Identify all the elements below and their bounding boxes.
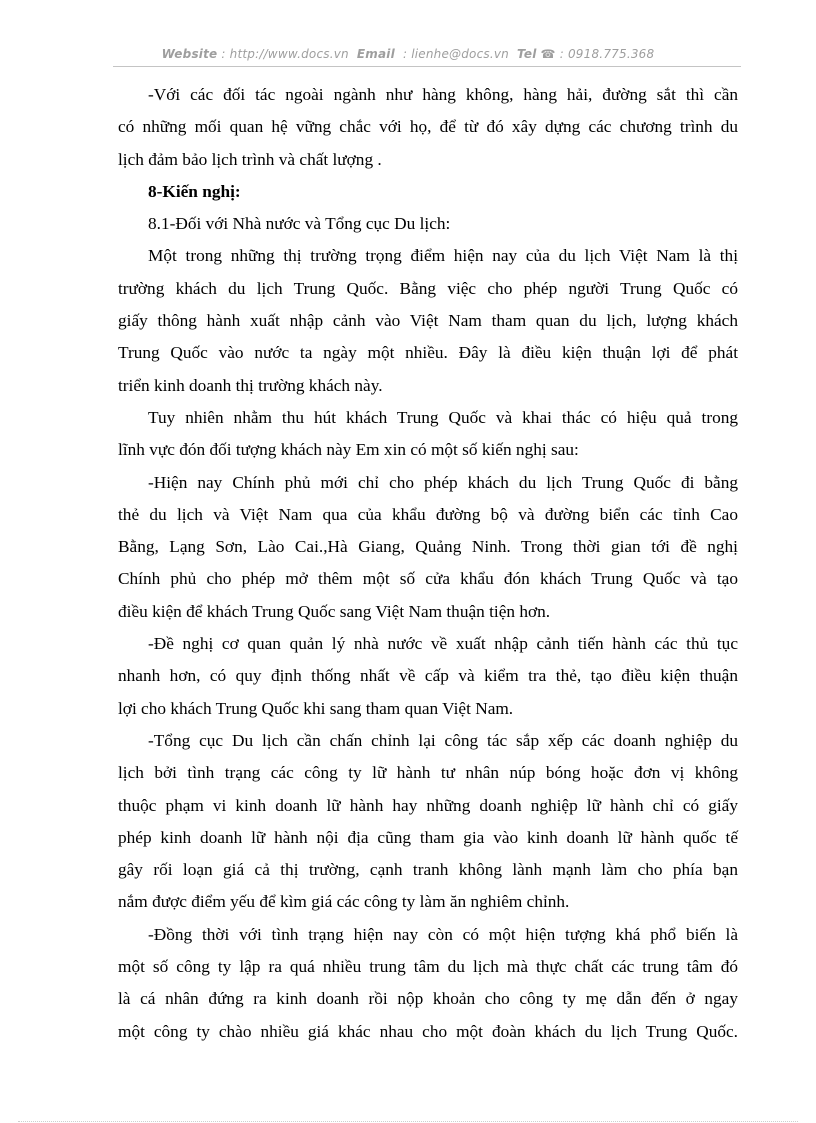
paragraph-line: lĩnh vực đón đối tượng khách này Em xin có một số kiến nghị sau: xyxy=(118,440,579,460)
phone-icon: ☎ xyxy=(540,47,556,61)
paragraph-line: -Đồng thời với tình trạng hiện nay còn có một hiện tượng khá phổ biến là xyxy=(148,924,738,944)
paragraph-line: lợi cho khách Trung Quốc khi sang tham quan Việt Nam. xyxy=(118,698,514,718)
tel-label: Tel xyxy=(517,47,537,61)
paragraph-line: là cá nhân đứng ra kinh doanh rồi nộp khoản cho công ty mẹ dẫn đến ở ngay xyxy=(118,989,738,1009)
website-label: Website xyxy=(161,47,218,61)
paragraph-line: lịch bởi tình trạng các công ty lữ hành tư nhân núp bóng hoặc đơn vị không xyxy=(118,763,738,783)
document-body xyxy=(118,79,738,1048)
paragraph-line: thẻ du lịch và Việt Nam qua của khẩu đường bộ và đường biển các tỉnh Cao xyxy=(118,504,738,524)
header-divider xyxy=(113,66,741,67)
paragraph-line: -Tổng cục Du lịch cần chấn chỉnh lại công tác sắp xếp các doanh nghiệp du xyxy=(148,730,738,750)
paragraph-line: Bằng, Lạng Sơn, Lào Cai.,Hà Giang, Quảng Ninh. Trong thời gian tới đề nghị xyxy=(118,537,738,557)
paragraph-line: nắm được điểm yếu để kìm giá các công ty làm ăn nghiêm chỉnh. xyxy=(118,892,570,912)
paragraph-line: trường khách du lịch Trung Quốc. Bằng việc cho phép người Trung Quốc có xyxy=(118,278,738,298)
paragraph-line: -Đề nghị cơ quan quản lý nhà nước về xuất nhập cảnh tiến hành các thủ tục xyxy=(148,634,738,654)
paragraph-line: Tuy nhiên nhằm thu hút khách Trung Quốc và khai thác có hiệu quả trong xyxy=(148,407,738,427)
section-heading: 8-Kiến nghị: xyxy=(148,181,241,201)
paragraph-line: có những mối quan hệ vững chắc với họ, để từ đó xây dựng các chương trình du xyxy=(118,117,738,137)
paragraph-line: một công ty chào nhiều giá khác nhau cho một đoàn khách du lịch Trung Quốc. xyxy=(118,1021,738,1041)
paragraph-line: gây rối loạn giá cả thị trường, cạnh tranh không lành mạnh làm cho phía bạn xyxy=(118,860,738,880)
paragraph-line: điều kiện để khách Trung Quốc sang Việt Nam thuận tiện hơn. xyxy=(118,601,551,621)
page-header xyxy=(0,47,816,61)
paragraph-line: -Với các đối tác ngoài ngành như hàng không, hàng hải, đường sắt thì cần xyxy=(148,85,738,104)
paragraph-line: Trung Quốc vào nước ta ngày một nhiều. Đây là điều kiện thuận lợi để phát xyxy=(118,343,738,363)
paragraph-line: Chính phủ cho phép mở thêm một số cửa khẩu đón khách Trung Quốc và tạo xyxy=(118,569,738,589)
paragraph-line: Một trong những thị trường trọng điểm hiện nay của du lịch Việt Nam là thị xyxy=(148,246,738,266)
footer-divider xyxy=(18,1121,798,1122)
paragraph-line: -Hiện nay Chính phủ mới chỉ cho phép khách du lịch Trung Quốc đi bằng xyxy=(148,472,738,492)
email-value: : lienhe@docs.vn xyxy=(402,47,509,61)
email-label: Email xyxy=(356,47,395,61)
tel-value: : 0918.775.368 xyxy=(559,47,655,61)
subsection-heading: 8.1-Đối với Nhà nước và Tổng cục Du lịch: xyxy=(148,214,451,234)
paragraph-line: triển kinh doanh thị trường khách này. xyxy=(118,375,383,395)
paragraph-line: một số công ty lập ra quá nhiều trung tâm du lịch mà thực chất các trung tâm đó xyxy=(118,957,738,977)
paragraph-line: giấy thông hành xuất nhập cảnh vào Việt Nam tham quan du lịch, lượng khách xyxy=(118,311,738,331)
website-value: : http://www.docs.vn xyxy=(221,47,349,61)
paragraph-line: thuộc phạm vi kinh doanh lữ hành hay những doanh nghiệp lữ hành chỉ có giấy xyxy=(118,795,738,815)
paragraph-line: nhanh hơn, có quy định thống nhất về cấp và kiểm tra thẻ, tạo điều kiện thuận xyxy=(118,666,738,686)
paragraph-line: phép kinh doanh lữ hành nội địa cũng tham gia vào kinh doanh lữ hành quốc tế xyxy=(118,827,738,847)
paragraph-line: lịch đảm bảo lịch trình và chất lượng . xyxy=(118,149,382,169)
